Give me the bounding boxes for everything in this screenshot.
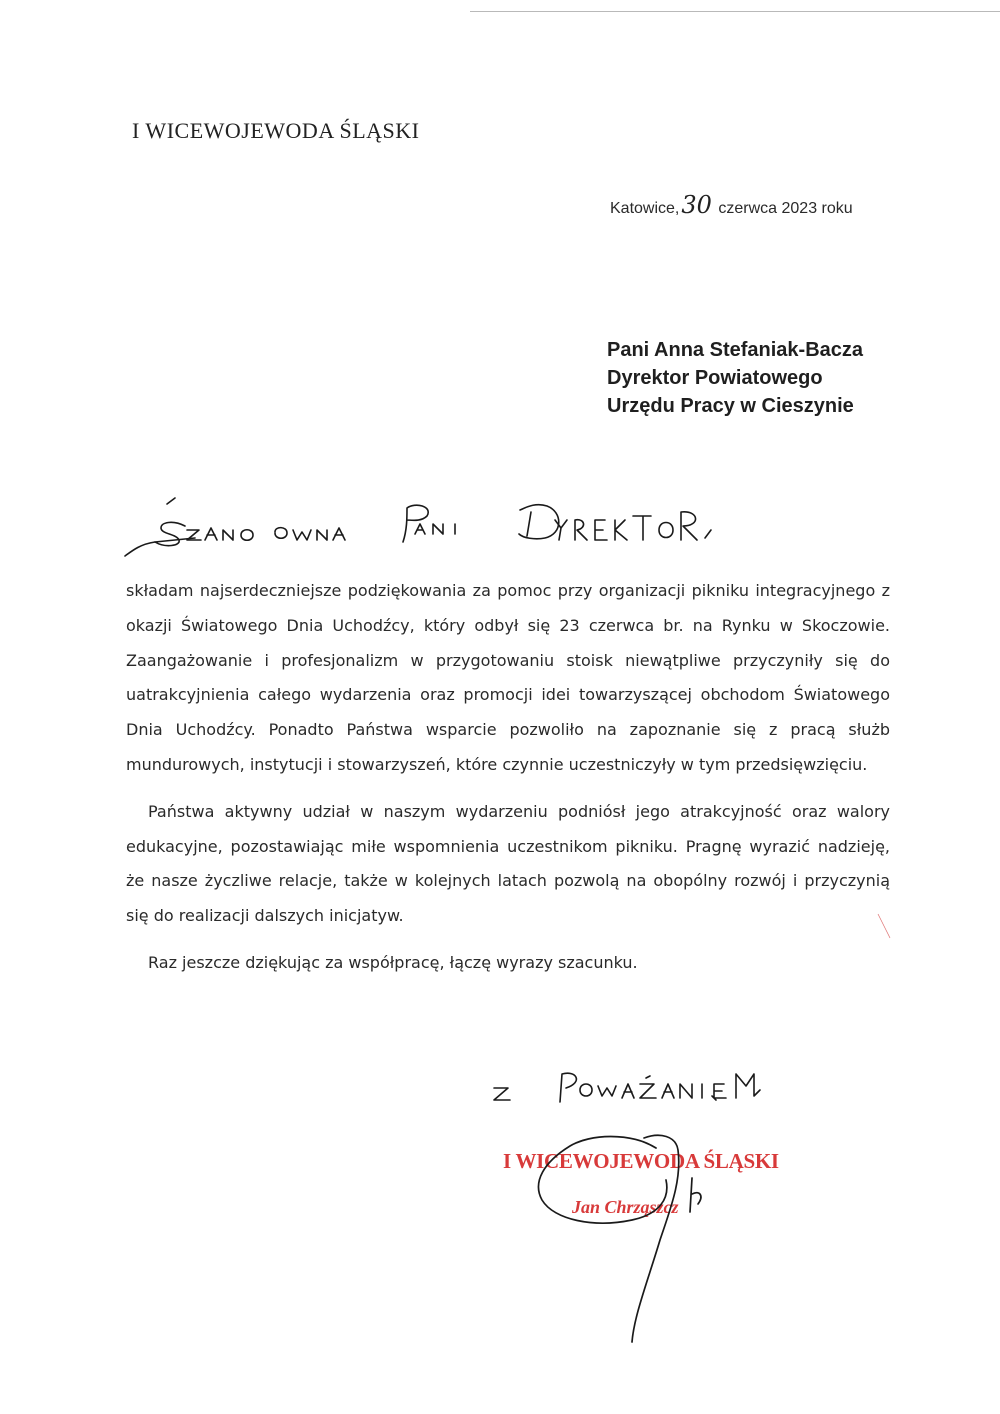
letter-body bbox=[126, 574, 890, 981]
recipient-position: Dyrektor Powiatowego bbox=[607, 367, 823, 389]
body-paragraph-3: Raz jeszcze dziękując za współpracę, łączę wyrazy szacunku. bbox=[148, 952, 638, 972]
stray-mark bbox=[876, 912, 896, 942]
stamp-name: Jan Chrząszcz bbox=[572, 1197, 679, 1217]
top-rule bbox=[470, 11, 1000, 12]
date-day-handwritten: 30 bbox=[681, 191, 712, 219]
recipient-office: Urzędu Pracy w Cieszynie bbox=[607, 395, 854, 417]
letterhead-title: I WICEWOJEWODA ŚLĄSKI bbox=[132, 118, 420, 143]
handwritten-closing bbox=[480, 1060, 810, 1120]
body-paragraph-2: Państwa aktywny udział w naszym wydarzeniu podniósł jego atrakcyjność oraz walory edukacyjne, pozostawiając miłe wspomnienia uczestnikom pikniku. Pragnę wyrazić nadzieję, że nasze życzliwe relacje, także w kolejnych latach pozwolą na obopólny rozwój i przyczynią się do realizacji dalszych inicjatyw. bbox=[126, 801, 890, 926]
recipient-name: Pani Anna Stefaniak-Bacza bbox=[607, 339, 864, 361]
date-place: Katowice, bbox=[610, 200, 680, 217]
body-paragraph-1: składam najserdeczniejsze podziękowania za pomoc przy organizacji pikniku integracyjnego z okazji Światowego Dnia Uchodźcy, który odbył się 23 czerwca br. na Rynku w Skoczowie. Zaangażowanie i profesjonalizm w przygotowaniu stoisk niewątpliwe przyczyniły się do uatrakcyjnienia całego wydarzenia oraz promocji idei towarzyszącej obchodom Światowego Dnia Uchodźcy. Ponadto Państwa wsparcie pozwoliło na zapoznanie się z pracą służb mundurowych, instytucji i stowarzyszeń, które czynnie uczestniczyły w tym przedsięwzięciu. bbox=[126, 581, 890, 774]
handwritten-salutation bbox=[115, 490, 735, 565]
dateline bbox=[610, 191, 853, 219]
stamp-title: I WICEWOJEWODA ŚLĄSKI bbox=[503, 1149, 779, 1173]
date-rest: czerwca 2023 roku bbox=[718, 200, 853, 217]
signature bbox=[520, 1120, 720, 1350]
recipient-block bbox=[607, 336, 863, 420]
